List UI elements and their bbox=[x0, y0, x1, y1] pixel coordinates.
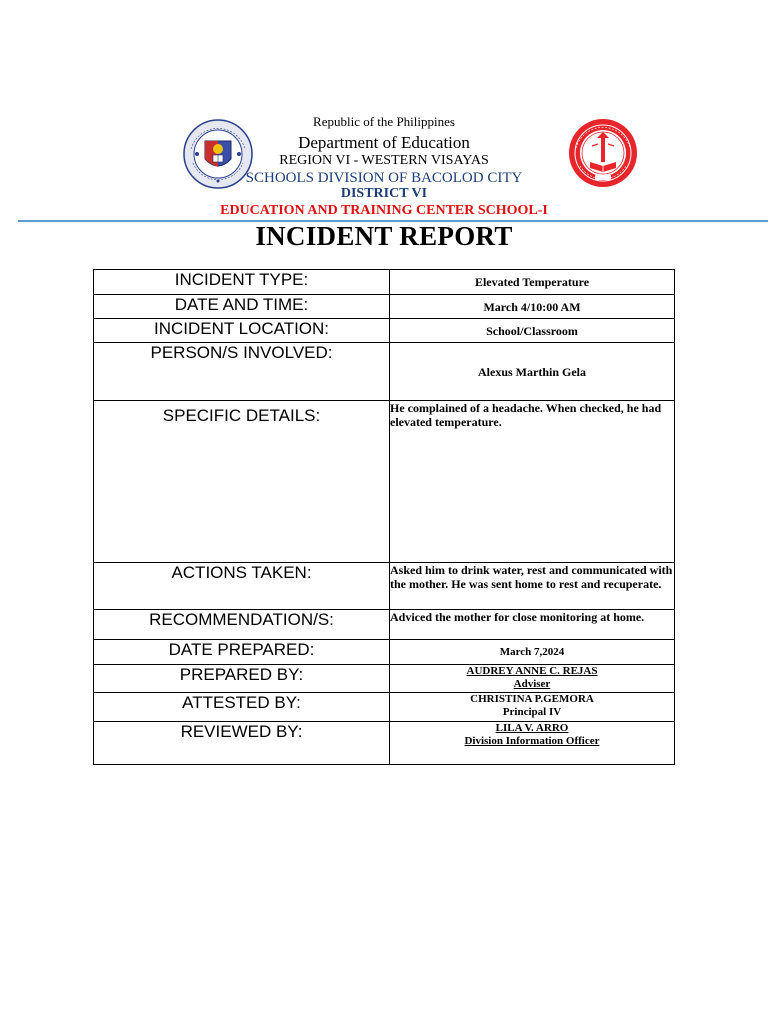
table-row bbox=[94, 295, 675, 319]
prepared-by-name: AUDREY ANNE C. REJAS bbox=[466, 665, 598, 677]
date-time-value: March 4/10:00 AM bbox=[390, 295, 675, 319]
reviewed-by-name: LILA V. ARRO bbox=[495, 722, 569, 734]
prepared-by-role: Adviser bbox=[513, 678, 551, 690]
prepared-by-label: PREPARED BY: bbox=[94, 665, 390, 693]
details-label: SPECIFIC DETAILS: bbox=[94, 401, 390, 563]
department-line: Department of Education bbox=[298, 133, 470, 152]
table-row bbox=[94, 563, 675, 610]
table-row bbox=[94, 665, 675, 693]
incident-type-label: INCIDENT TYPE: bbox=[94, 270, 390, 295]
details-value: He complained of a headache. When checked, he had elevated temperature. bbox=[390, 401, 675, 563]
attested-by-label: ATTESTED BY: bbox=[94, 693, 390, 722]
district-line: DISTRICT VI bbox=[340, 186, 428, 201]
table-row bbox=[94, 401, 675, 563]
reviewed-by-label: REVIEWED BY: bbox=[94, 722, 390, 765]
table-row bbox=[94, 610, 675, 640]
attested-by-signature bbox=[390, 693, 675, 722]
attested-by-name: CHRISTINA P.GEMORA bbox=[470, 693, 594, 705]
prepared-by-signature bbox=[390, 665, 675, 693]
attested-by-role: Principal IV bbox=[502, 706, 562, 718]
incident-report-table bbox=[93, 269, 675, 765]
recommendation-value: Adviced the mother for close monitoring at home. bbox=[390, 610, 675, 640]
reviewed-by-role: Division Information Officer bbox=[464, 735, 600, 747]
actions-label: ACTIONS TAKEN: bbox=[94, 563, 390, 610]
republic-line: Republic of the Philippines bbox=[313, 114, 455, 129]
page-title: INCIDENT REPORT bbox=[255, 221, 513, 251]
date-prepared-value: March 7,2024 bbox=[390, 640, 675, 665]
incident-type-value: Elevated Temperature bbox=[390, 270, 675, 295]
actions-value: Asked him to drink water, rest and communicated with the mother. He was sent home to rest and recuperate. bbox=[390, 563, 675, 610]
table-row bbox=[94, 640, 675, 665]
table-row bbox=[94, 270, 675, 295]
location-label: INCIDENT LOCATION: bbox=[94, 319, 390, 343]
date-prepared-label: DATE PREPARED: bbox=[94, 640, 390, 665]
date-time-label: DATE AND TIME: bbox=[94, 295, 390, 319]
letterhead bbox=[0, 0, 768, 225]
table-row bbox=[94, 722, 675, 765]
location-value: School/Classroom bbox=[390, 319, 675, 343]
region-line: REGION VI - WESTERN VISAYAS bbox=[279, 153, 489, 168]
reviewed-by-signature bbox=[390, 722, 675, 765]
school-name: EDUCATION AND TRAINING CENTER SCHOOL-I bbox=[220, 203, 548, 218]
persons-value: Alexus Marthin Gela bbox=[390, 343, 675, 401]
table-row bbox=[94, 343, 675, 401]
persons-label: PERSON/S INVOLVED: bbox=[94, 343, 390, 401]
division-line: SCHOOLS DIVISION OF BACOLOD CITY bbox=[245, 170, 523, 186]
table-row bbox=[94, 319, 675, 343]
recommendation-label: RECOMMENDATION/S: bbox=[94, 610, 390, 640]
table-row bbox=[94, 693, 675, 722]
